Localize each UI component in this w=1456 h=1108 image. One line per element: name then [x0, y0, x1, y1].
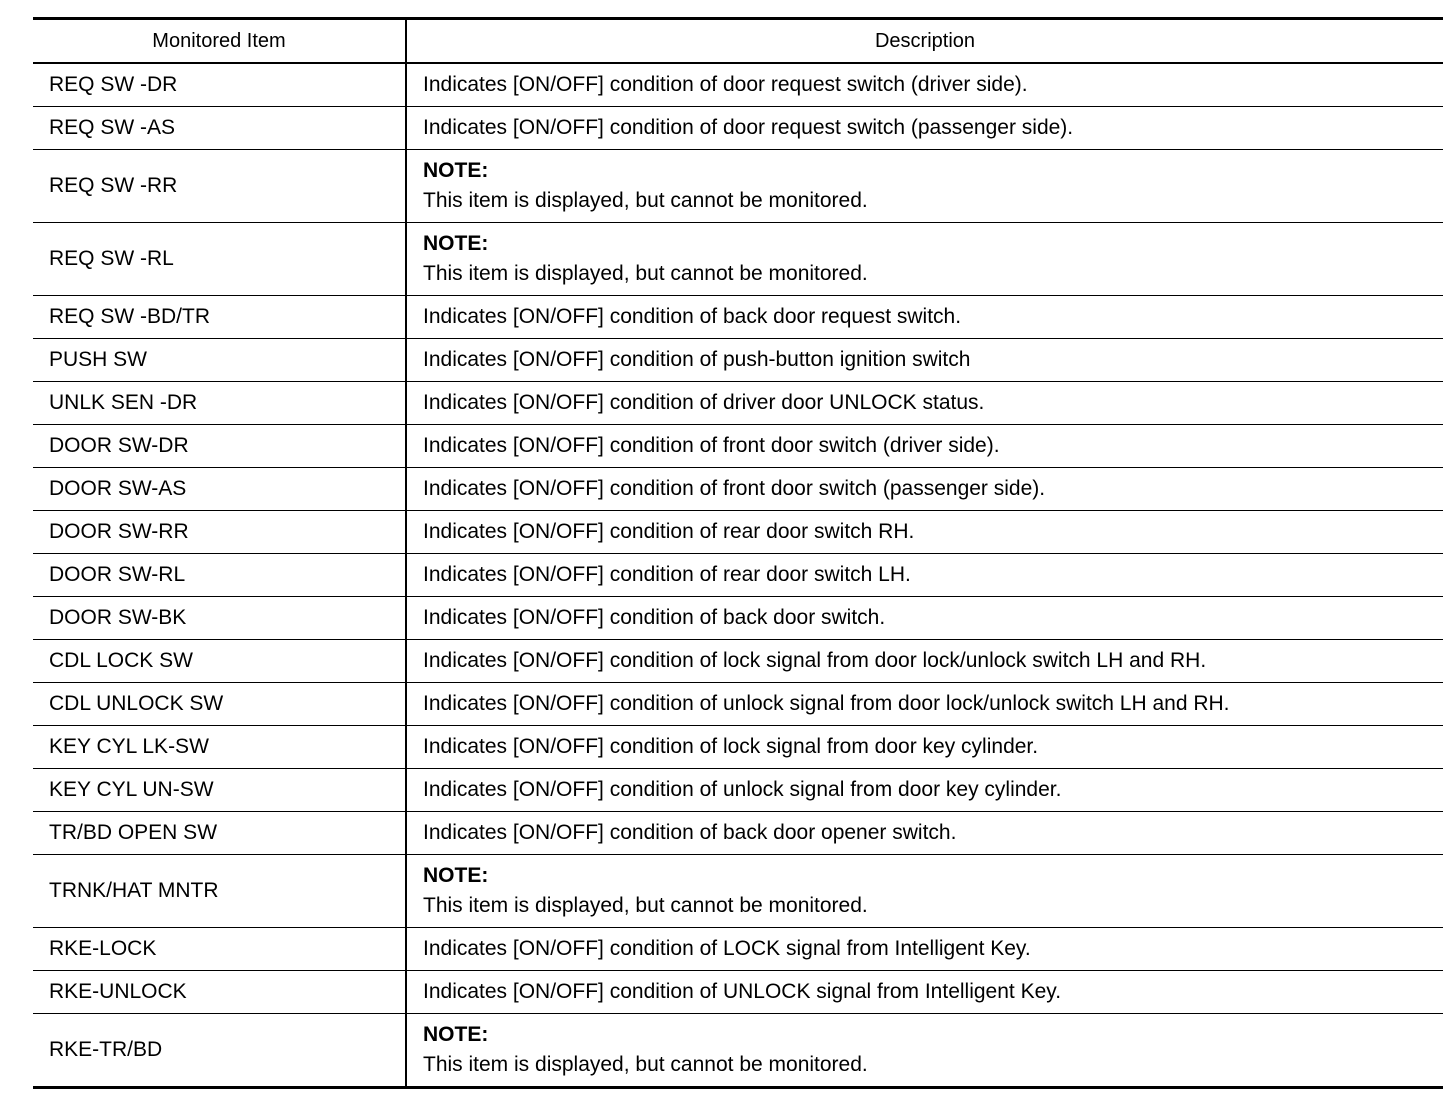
note-text: This item is displayed, but cannot be monitored. [423, 894, 868, 917]
monitored-item-cell: REQ SW -DR [33, 63, 406, 107]
description-cell [406, 511, 1443, 554]
monitored-item-cell: DOOR SW-RL [33, 554, 406, 597]
description-text: Indicates [ON/OFF] condition of rear door switch LH. [423, 563, 911, 586]
note-label: NOTE: [423, 864, 489, 887]
description-cell [406, 640, 1443, 683]
description-cell [406, 382, 1443, 425]
description-text: Indicates [ON/OFF] condition of unlock signal from door key cylinder. [423, 778, 1062, 801]
description-text: Indicates [ON/OFF] condition of front door switch (passenger side). [423, 477, 1046, 500]
description-text: Indicates [ON/OFF] condition of push-button ignition switch [423, 348, 971, 371]
monitored-item-cell: REQ SW -RL [33, 223, 406, 296]
table-header-row [33, 19, 1443, 64]
description-text: Indicates [ON/OFF] condition of door request switch (passenger side). [423, 116, 1074, 139]
table-row [33, 928, 1443, 971]
description-cell [406, 683, 1443, 726]
table-row [33, 107, 1443, 150]
description-text: Indicates [ON/OFF] condition of LOCK signal from Intelligent Key. [423, 937, 1031, 960]
monitored-item-cell: PUSH SW [33, 339, 406, 382]
description-text: Indicates [ON/OFF] condition of back door request switch. [423, 305, 962, 328]
description-cell [406, 855, 1443, 928]
note-label: NOTE: [423, 232, 489, 255]
table-row [33, 971, 1443, 1014]
monitored-item-cell: DOOR SW-BK [33, 597, 406, 640]
description-cell [406, 63, 1443, 107]
table-row [33, 855, 1443, 928]
monitored-item-cell: RKE-UNLOCK [33, 971, 406, 1014]
monitored-item-cell: TR/BD OPEN SW [33, 812, 406, 855]
table-row [33, 726, 1443, 769]
note-label: NOTE: [423, 1023, 489, 1046]
monitored-item-cell: CDL LOCK SW [33, 640, 406, 683]
monitored-item-cell: REQ SW -RR [33, 150, 406, 223]
table-row [33, 812, 1443, 855]
monitored-item-cell: KEY CYL LK-SW [33, 726, 406, 769]
table-row [33, 425, 1443, 468]
header-monitored-item: Monitored Item [33, 19, 406, 64]
description-text: Indicates [ON/OFF] condition of rear door switch RH. [423, 520, 915, 543]
description-text: Indicates [ON/OFF] condition of driver door UNLOCK status. [423, 391, 985, 414]
table-row [33, 683, 1443, 726]
description-cell [406, 812, 1443, 855]
description-cell [406, 1014, 1443, 1088]
description-cell [406, 769, 1443, 812]
table-row [33, 597, 1443, 640]
table-row [33, 339, 1443, 382]
monitored-item-cell: DOOR SW-AS [33, 468, 406, 511]
table-row [33, 296, 1443, 339]
description-text: Indicates [ON/OFF] condition of lock signal from door key cylinder. [423, 735, 1039, 758]
description-cell [406, 554, 1443, 597]
description-cell [406, 971, 1443, 1014]
monitored-item-cell: CDL UNLOCK SW [33, 683, 406, 726]
table-row [33, 382, 1443, 425]
monitored-item-cell: REQ SW -AS [33, 107, 406, 150]
description-text: Indicates [ON/OFF] condition of front door switch (driver side). [423, 434, 1000, 457]
description-cell [406, 726, 1443, 769]
monitored-items-table [33, 17, 1443, 1089]
description-text: Indicates [ON/OFF] condition of UNLOCK signal from Intelligent Key. [423, 980, 1062, 1003]
monitored-item-cell: DOOR SW-DR [33, 425, 406, 468]
description-text: Indicates [ON/OFF] condition of door request switch (driver side). [423, 73, 1028, 96]
description-text: Indicates [ON/OFF] condition of back door switch. [423, 606, 886, 629]
note-text: This item is displayed, but cannot be monitored. [423, 262, 868, 285]
note-text: This item is displayed, but cannot be monitored. [423, 189, 868, 212]
description-cell [406, 425, 1443, 468]
table-row [33, 223, 1443, 296]
table-body [33, 63, 1443, 1088]
table-row [33, 63, 1443, 107]
monitored-item-cell: KEY CYL UN-SW [33, 769, 406, 812]
note-text: This item is displayed, but cannot be monitored. [423, 1053, 868, 1076]
monitored-item-cell: DOOR SW-RR [33, 511, 406, 554]
description-cell [406, 107, 1443, 150]
monitored-item-cell: RKE-TR/BD [33, 1014, 406, 1088]
description-cell [406, 296, 1443, 339]
table-row [33, 150, 1443, 223]
monitored-item-cell: UNLK SEN -DR [33, 382, 406, 425]
description-cell [406, 150, 1443, 223]
description-text: Indicates [ON/OFF] condition of unlock signal from door lock/unlock switch LH and RH. [423, 692, 1230, 715]
header-description: Description [406, 19, 1443, 64]
monitored-item-cell: RKE-LOCK [33, 928, 406, 971]
table-row [33, 769, 1443, 812]
monitored-item-cell: REQ SW -BD/TR [33, 296, 406, 339]
table-row [33, 511, 1443, 554]
description-text: Indicates [ON/OFF] condition of lock signal from door lock/unlock switch LH and RH. [423, 649, 1207, 672]
table-row [33, 1014, 1443, 1088]
description-cell [406, 223, 1443, 296]
description-cell [406, 597, 1443, 640]
description-cell [406, 928, 1443, 971]
table-row [33, 640, 1443, 683]
note-label: NOTE: [423, 159, 489, 182]
description-text: Indicates [ON/OFF] condition of back door opener switch. [423, 821, 957, 844]
table-row [33, 554, 1443, 597]
description-cell [406, 339, 1443, 382]
description-cell [406, 468, 1443, 511]
table-row [33, 468, 1443, 511]
monitored-item-cell: TRNK/HAT MNTR [33, 855, 406, 928]
